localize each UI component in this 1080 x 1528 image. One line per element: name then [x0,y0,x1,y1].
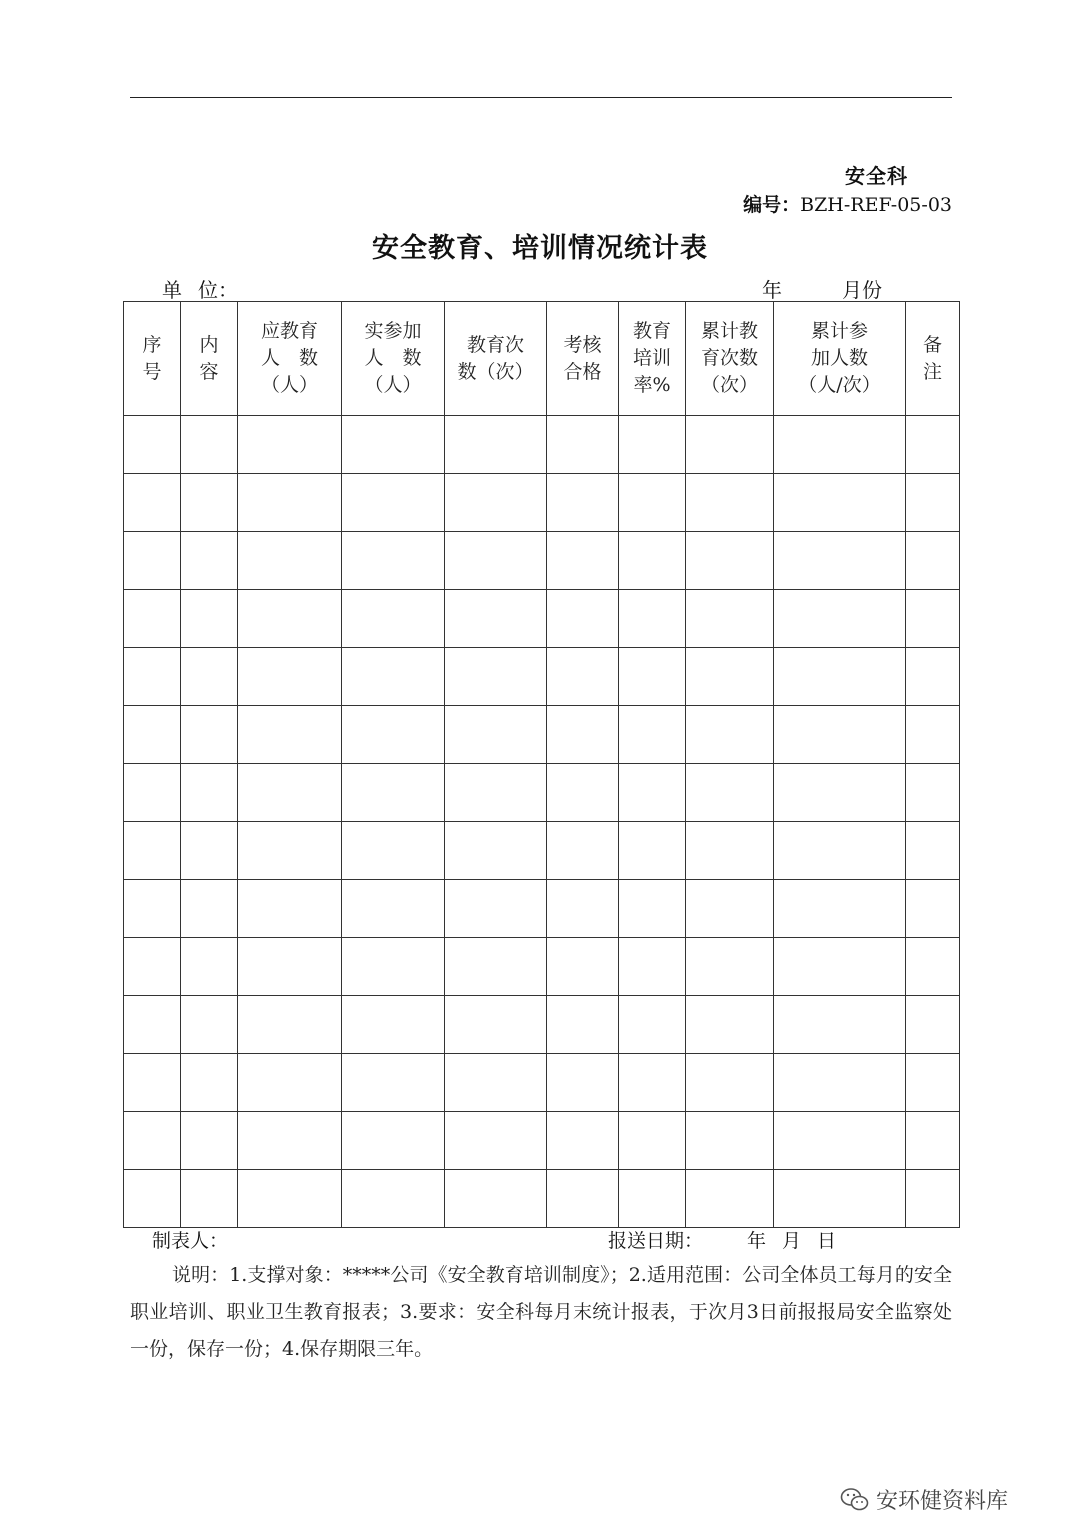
table-cell[interactable] [547,648,619,706]
unit-label-1: 单 [162,278,182,302]
table-row [124,880,960,938]
column-header-line: 累计参 [810,320,868,342]
table-cell[interactable] [906,938,960,996]
table-row [124,764,960,822]
table-cell[interactable] [342,416,445,474]
table-cell[interactable] [342,764,445,822]
code-label: 编号： [743,194,801,216]
table-cell[interactable] [774,1112,906,1170]
table-row [124,706,960,764]
column-header [445,302,547,416]
table-cell[interactable] [238,822,342,880]
table-cell[interactable] [181,590,238,648]
column-header-line: 容 [199,360,219,383]
column-header-line: 育次数 [700,347,758,369]
table-row [124,590,960,648]
table-cell[interactable] [686,822,774,880]
table-cell[interactable] [619,996,686,1054]
top-rule [130,97,952,98]
column-header-line: （人） [260,374,318,396]
table-row [124,822,960,880]
table-cell[interactable] [445,938,547,996]
page-title: 安全教育、培训情况统计表 [372,233,708,264]
table-cell[interactable] [238,764,342,822]
table-cell[interactable] [906,590,960,648]
table-cell[interactable] [547,532,619,590]
table-cell[interactable] [906,996,960,1054]
table-cell[interactable] [445,1112,547,1170]
code-value: BZH-REF-05-03 [800,194,952,216]
column-header [181,302,238,416]
table-cell[interactable] [181,996,238,1054]
report-month: 月 [782,1230,802,1252]
table-cell[interactable] [445,648,547,706]
table-cell[interactable] [686,938,774,996]
table-cell[interactable] [181,1170,238,1228]
table-cell[interactable] [619,764,686,822]
table-cell[interactable] [619,1054,686,1112]
table-cell[interactable] [342,1170,445,1228]
table-cell[interactable] [686,706,774,764]
table-cell[interactable] [124,764,181,822]
column-header-line: 数（次） [457,360,534,383]
table-cell[interactable] [686,880,774,938]
table-cell[interactable] [547,764,619,822]
month-label: 月份 [842,278,882,302]
table-cell[interactable] [774,1054,906,1112]
table-cell[interactable] [124,822,181,880]
table-cell[interactable] [124,1112,181,1170]
table-cell[interactable] [906,1112,960,1170]
table-row [124,1112,960,1170]
table-cell[interactable] [445,1054,547,1112]
table-cell[interactable] [238,416,342,474]
table-cell[interactable] [547,938,619,996]
table-row [124,416,960,474]
table-cell[interactable] [774,764,906,822]
table-cell[interactable] [906,474,960,532]
column-header [774,302,906,416]
column-header-line: 培训 [632,347,671,369]
table-cell[interactable] [124,532,181,590]
column-header-line: 内 [199,333,219,356]
table-cell[interactable] [774,706,906,764]
column-header-line: 序 [142,333,162,356]
table-cell[interactable] [238,1112,342,1170]
table-cell[interactable] [342,706,445,764]
table-cell[interactable] [342,1054,445,1112]
watermark-text: 安环健资料库 [876,1489,1009,1514]
column-header [238,302,342,416]
table-cell[interactable] [547,590,619,648]
table-cell[interactable] [619,648,686,706]
table-body [124,416,960,1228]
table-cell[interactable] [342,648,445,706]
table-cell[interactable] [686,532,774,590]
table-cell[interactable] [906,1054,960,1112]
table-cell[interactable] [124,416,181,474]
table-cell[interactable] [445,996,547,1054]
table-cell[interactable] [547,1170,619,1228]
table-cell[interactable] [619,590,686,648]
table-cell[interactable] [238,1054,342,1112]
table-cell[interactable] [906,880,960,938]
table-cell[interactable] [906,764,960,822]
table-cell[interactable] [342,996,445,1054]
table-cell[interactable] [445,590,547,648]
table-cell[interactable] [686,648,774,706]
table-cell[interactable] [342,590,445,648]
column-header [906,302,960,416]
report-date-label: 报送日期： [608,1230,704,1252]
table-cell[interactable] [238,474,342,532]
column-header-line: 教育次 [466,333,524,356]
table-cell[interactable] [124,880,181,938]
table-cell[interactable] [774,880,906,938]
column-header-line: （人） [364,374,422,396]
table-cell[interactable] [619,1170,686,1228]
table-cell[interactable] [547,416,619,474]
table-cell[interactable] [342,474,445,532]
table-row [124,938,960,996]
table-cell[interactable] [686,474,774,532]
table-cell[interactable] [238,706,342,764]
table-cell[interactable] [238,532,342,590]
table-cell[interactable] [445,822,547,880]
table-cell[interactable] [547,822,619,880]
table-cell[interactable] [181,764,238,822]
table-cell[interactable] [686,996,774,1054]
table-cell[interactable] [774,648,906,706]
report-day: 日 [817,1230,837,1252]
table-cell[interactable] [774,590,906,648]
table-cell[interactable] [906,416,960,474]
table-cell[interactable] [124,1170,181,1228]
column-header [124,302,181,416]
explanation-note: 说明：1.支撑对象：*****公司《安全教育培训制度》；2.适用范围：公司全体员工每月的安全职业培训、职业卫生教育报表；3.要求：安全科每月末统计报表，于次月3日前报报局安全监察处一份，保存一份；4.保存期限三年。 [130,1264,952,1360]
table-row [124,648,960,706]
table-cell[interactable] [342,822,445,880]
column-header-line: 备 [922,333,942,356]
table-row [124,996,960,1054]
table-cell[interactable] [181,938,238,996]
table-cell[interactable] [774,938,906,996]
table-cell[interactable] [686,1170,774,1228]
table-cell[interactable] [181,1112,238,1170]
table-cell[interactable] [238,938,342,996]
report-date-field [608,1226,836,1253]
column-header-line: 加人数 [810,347,868,369]
column-header-line: 累计教 [700,320,758,342]
table-cell[interactable] [547,474,619,532]
table-cell[interactable] [342,532,445,590]
table-cell[interactable] [774,416,906,474]
table-row [124,1054,960,1112]
table-cell[interactable] [619,706,686,764]
table-cell[interactable] [181,706,238,764]
table-cell[interactable] [619,474,686,532]
column-header-line: 实参加 [364,320,422,342]
table-cell[interactable] [774,532,906,590]
column-header-line: 号 [142,360,162,383]
table-cell[interactable] [906,648,960,706]
period-field [762,274,882,303]
table-cell[interactable] [445,532,547,590]
table-cell[interactable] [619,416,686,474]
unit-field [162,274,238,303]
watermark [840,1484,1008,1515]
table-cell[interactable] [445,416,547,474]
table-cell[interactable] [181,532,238,590]
table-cell[interactable] [906,822,960,880]
table-cell[interactable] [547,1112,619,1170]
table-cell[interactable] [619,822,686,880]
column-header [342,302,445,416]
table-cell[interactable] [445,880,547,938]
table-cell[interactable] [238,648,342,706]
table-cell[interactable] [181,648,238,706]
table-cell[interactable] [124,474,181,532]
table-cell[interactable] [547,880,619,938]
column-header [619,302,686,416]
table-cell[interactable] [906,532,960,590]
report-year: 年 [747,1230,767,1252]
column-header-line: （人/次） [798,374,881,396]
year-label: 年 [762,278,782,302]
table-cell[interactable] [547,1054,619,1112]
maker-label: 制表人： [152,1230,229,1252]
table-cell[interactable] [181,822,238,880]
column-header [686,302,774,416]
table-cell[interactable] [181,416,238,474]
table-cell[interactable] [181,1054,238,1112]
table-cell[interactable] [181,474,238,532]
table-cell[interactable] [686,590,774,648]
table-cell[interactable] [342,1112,445,1170]
table-cell[interactable] [774,474,906,532]
table-cell[interactable] [445,706,547,764]
table-cell[interactable] [686,1054,774,1112]
table-cell[interactable] [619,532,686,590]
table-cell[interactable] [124,938,181,996]
table-cell[interactable] [445,1170,547,1228]
table-cell[interactable] [181,880,238,938]
table-cell[interactable] [238,1170,342,1228]
table-cell[interactable] [342,938,445,996]
table-row [124,1170,960,1228]
table-cell[interactable] [238,590,342,648]
table-cell[interactable] [124,590,181,648]
table-cell[interactable] [686,764,774,822]
table-cell[interactable] [238,996,342,1054]
table-row [124,532,960,590]
table-cell[interactable] [445,764,547,822]
table-cell[interactable] [774,822,906,880]
column-header-line: 合格 [563,360,602,383]
column-header-line: 注 [922,360,942,383]
table-header-row [124,302,960,416]
table-cell[interactable] [774,1170,906,1228]
table-cell[interactable] [124,996,181,1054]
column-header-line: 人 数 [260,347,318,369]
table-cell[interactable] [547,996,619,1054]
table-cell[interactable] [619,880,686,938]
department-label: 安全科 [845,164,908,188]
column-header-line: 考核 [563,333,602,356]
table-cell[interactable] [342,880,445,938]
column-header-line: 率% [633,374,671,396]
table-cell[interactable] [686,416,774,474]
table-cell[interactable] [124,1054,181,1112]
column-header-line: （次） [700,374,758,396]
table-cell[interactable] [547,706,619,764]
document-code [743,190,952,217]
wechat-icon [840,1487,870,1513]
table-cell[interactable] [619,1112,686,1170]
column-header-line: 应教育 [260,320,318,342]
table-cell[interactable] [124,706,181,764]
table-cell[interactable] [774,996,906,1054]
table-cell[interactable] [906,706,960,764]
column-header [547,302,619,416]
statistics-table [123,301,960,1228]
table-cell[interactable] [238,880,342,938]
table-cell[interactable] [686,1112,774,1170]
column-header-line: 人 数 [364,347,422,369]
unit-label-2: 位： [198,278,238,302]
table-cell[interactable] [445,474,547,532]
column-header-line: 教育 [632,320,671,342]
table-row [124,474,960,532]
table-cell[interactable] [906,1170,960,1228]
table-cell[interactable] [124,648,181,706]
table-cell[interactable] [619,938,686,996]
